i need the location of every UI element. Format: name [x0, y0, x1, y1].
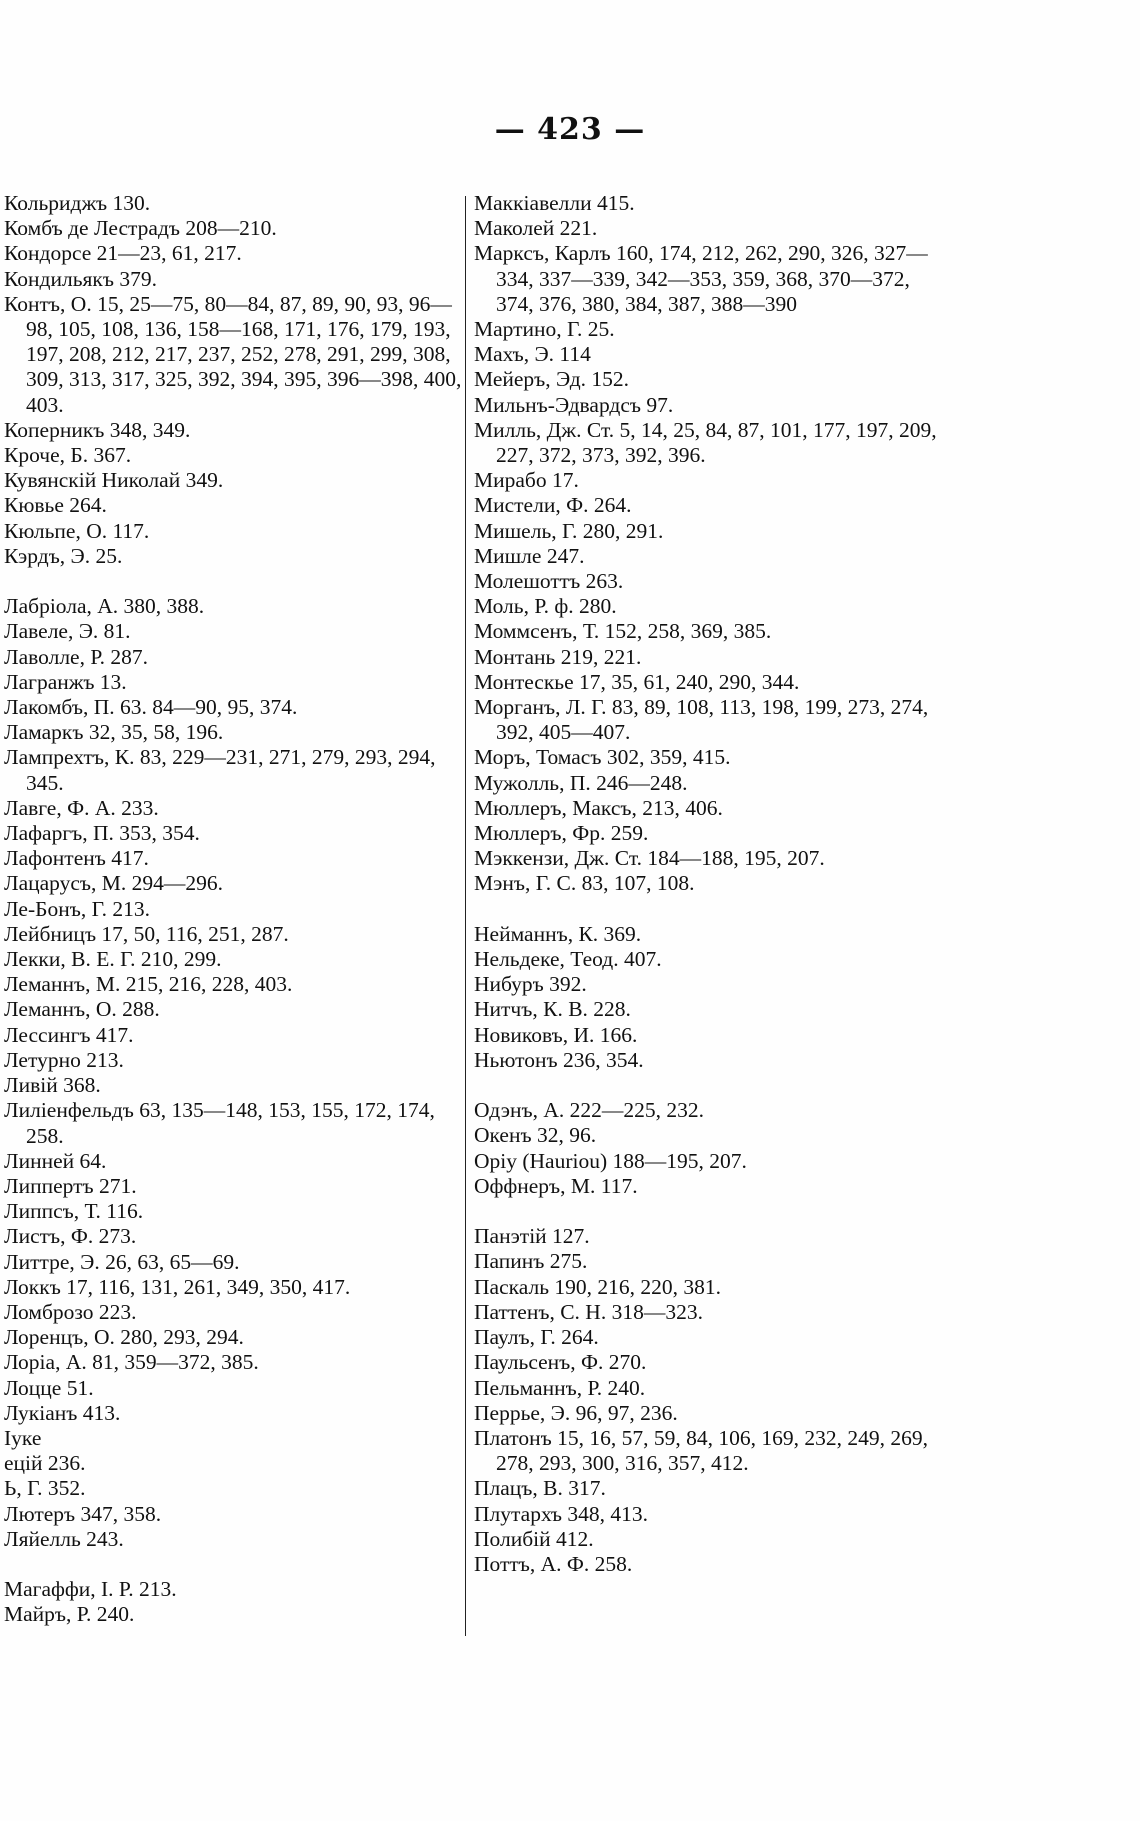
index-entry: ецій 236. — [4, 1451, 86, 1476]
index-entry: Липпсъ, Т. 116. — [4, 1199, 144, 1224]
index-entry: Плацъ, В. 317. — [474, 1476, 606, 1501]
index-entry: Окенъ 32, 96. — [474, 1123, 597, 1148]
index-entry: Майръ, Р. 240. — [4, 1602, 135, 1627]
letter-group-gap — [474, 1199, 944, 1224]
index-entry: Ь, Г. 352. — [4, 1476, 86, 1501]
index-entry: Лафонтенъ 417. — [4, 846, 149, 871]
index-entry: Магаффи, І. Р. 213. — [4, 1577, 177, 1602]
index-entry: Мюллеръ, Максъ, 213, 406. — [474, 795, 723, 820]
index-entry: Мильнъ-Эдвардсъ 97. — [474, 392, 674, 417]
index-entry: Оріу (Hauriou) 188—195, 207. — [474, 1148, 747, 1173]
index-entry: Мишель, Г. 280, 291. — [474, 518, 664, 543]
index-entry: Лоріа, А. 81, 359—372, 385. — [4, 1350, 259, 1375]
index-column-left — [4, 191, 462, 1628]
index-entry: Платонъ 15, 16, 57, 59, 84, 106, 169, 232, 249, 269, 278, 293, 300, 316, 357, 412. — [474, 1425, 928, 1476]
index-entry: Кувянскій Николай 349. — [4, 468, 224, 493]
index-entry: Панэтій 127. — [474, 1224, 590, 1249]
letter-group-gap — [474, 1073, 944, 1098]
index-entry: Кондильякъ 379. — [4, 266, 157, 291]
index-entry: Паттенъ, С. Н. 318—323. — [474, 1299, 703, 1324]
index-entry: Монтань 219, 221. — [474, 644, 642, 669]
letter-group-gap — [4, 569, 462, 594]
index-entry: Ламаркъ 32, 35, 58, 196. — [4, 720, 224, 745]
index-entry: Милль, Дж. Ст. 5, 14, 25, 84, 87, 101, 177, 197, 209, 227, 372, 373, 392, 396. — [474, 417, 937, 468]
index-entry: Лессингъ 417. — [4, 1022, 134, 1047]
index-entry: Оффнеръ, М. 117. — [474, 1173, 638, 1198]
index-entry: Лавеле, Э. 81. — [4, 619, 131, 644]
index-entry: Новиковъ, И. 166. — [474, 1022, 638, 1047]
index-entry: Одэнъ, А. 222—225, 232. — [474, 1098, 704, 1123]
index-entry: Лейбницъ 17, 50, 116, 251, 287. — [4, 921, 289, 946]
index-entry: Ливій 368. — [4, 1073, 101, 1098]
index-entry: Марксъ, Карлъ 160, 174, 212, 262, 290, 326, 327—334, 337—339, 342—353, 359, 368, 370—372, 374, 376, 380, 384, 387, 388—390 — [474, 241, 928, 316]
index-entry: Леманнъ, О. 288. — [4, 997, 160, 1022]
index-entry: Кольриджъ 130. — [4, 191, 151, 215]
index-entry: Пельманнъ, Р. 240. — [474, 1375, 646, 1400]
index-entry: Полибій 412. — [474, 1526, 594, 1551]
index-entry: Монтескье 17, 35, 61, 240, 290, 344. — [474, 669, 800, 694]
index-entry: Ле-Бонъ, Г. 213. — [4, 896, 150, 921]
index-entry: Паульсенъ, Ф. 270. — [474, 1350, 647, 1375]
index-entry: Лабріола, А. 380, 388. — [4, 594, 205, 619]
index-entry: Мюллеръ, Фр. 259. — [474, 821, 649, 846]
index-entry: Маккіавелли 415. — [474, 191, 635, 215]
letter-group-gap — [4, 1552, 462, 1577]
index-entry: Махъ, Э. 114 — [474, 342, 591, 367]
index-entry: Лаволле, Р. 287. — [4, 644, 148, 669]
index-entry: Лафаргъ, П. 353, 354. — [4, 821, 200, 846]
index-entry: Кюльпе, О. 117. — [4, 518, 150, 543]
index-entry: Литтре, Э. 26, 63, 65—69. — [4, 1249, 240, 1274]
index-entry: Плутархъ 348, 413. — [474, 1501, 649, 1526]
index-entry: Лоренцъ, О. 280, 293, 294. — [4, 1325, 244, 1350]
index-entry: Кювье 264. — [4, 493, 107, 518]
index-entry: Линней 64. — [4, 1148, 107, 1173]
index-entry: Нельдеке, Теод. 407. — [474, 947, 662, 972]
index-entry: Нибуръ 392. — [474, 972, 587, 997]
index-entry: Молешоттъ 263. — [474, 569, 624, 594]
index-entry: Папинъ 275. — [474, 1249, 588, 1274]
index-entry: Ньютонъ 236, 354. — [474, 1047, 644, 1072]
index-entry: Поттъ, А. Ф. 258. — [474, 1551, 633, 1576]
page-number: — 423 — — [494, 112, 646, 147]
index-entry: Ляйелль 243. — [4, 1526, 124, 1551]
index-entry: Мэккензи, Дж. Ст. 184—188, 195, 207. — [474, 846, 825, 871]
index-entry: Лакомбъ, П. 63. 84—90, 95, 374. — [4, 695, 298, 720]
index-entry: Лукіанъ 413. — [4, 1400, 121, 1425]
index-entry: Іуке — [4, 1425, 42, 1450]
index-entry: Нитчъ, К. В. 228. — [474, 997, 631, 1022]
index-entry: Паулъ, Г. 264. — [474, 1325, 599, 1350]
index-entry: Мистели, Ф. 264. — [474, 493, 632, 518]
index-entry: Мэнъ, Г. С. 83, 107, 108. — [474, 871, 695, 896]
index-entry: Мирабо 17. — [474, 468, 579, 493]
index-entry: Нейманнъ, К. 369. — [474, 921, 642, 946]
index-entry: Лацарусъ, М. 294—296. — [4, 871, 224, 896]
index-entry: Локкъ 17, 116, 131, 261, 349, 350, 417. — [4, 1274, 351, 1299]
index-entry: Кондорсе 21—23, 61, 217. — [4, 241, 242, 266]
index-entry: Моль, Р. ф. 280. — [474, 594, 617, 619]
index-entry: Лиліенфельдъ 63, 135—148, 153, 155, 172, 174, 258. — [4, 1098, 435, 1148]
index-entry: Лютеръ 347, 358. — [4, 1501, 162, 1526]
index-column-right — [474, 191, 944, 1577]
index-entry: Лампрехтъ, К. 83, 229—231, 271, 279, 293, 294, 345. — [4, 745, 436, 795]
letter-group-gap — [474, 897, 944, 922]
index-entry: Липпертъ 271. — [4, 1173, 137, 1198]
index-entry: Мишле 247. — [474, 543, 585, 568]
index-entry: Лекки, В. Е. Г. 210, 299. — [4, 947, 222, 972]
index-entry: Коперникъ 348, 349. — [4, 417, 191, 442]
index-entry: Лавге, Ф. А. 233. — [4, 795, 159, 820]
index-entry: Моммсенъ, Т. 152, 258, 369, 385. — [474, 619, 772, 644]
index-entry: Кроче, Б. 367. — [4, 443, 132, 468]
index-entry: Ломброзо 223. — [4, 1299, 137, 1324]
index-entry: Моръ, Томасъ 302, 359, 415. — [474, 745, 731, 770]
index-entry: Мартино, Г. 25. — [474, 317, 615, 342]
column-divider — [465, 196, 466, 1636]
index-entry: Паскаль 190, 216, 220, 381. — [474, 1274, 721, 1299]
index-entry: Комбъ де Лестрадъ 208—210. — [4, 216, 277, 241]
index-entry: Морганъ, Л. Г. 83, 89, 108, 113, 198, 199, 273, 274, 392, 405—407. — [474, 695, 929, 745]
index-entry: Контъ, О. 15, 25—75, 80—84, 87, 89, 90, 93, 96—98, 105, 108, 136, 158—168, 171, 176, 179, 193, 197, 208, 212, 217, 237, 252, 278, 291, 299, 308, 309, 313, 317, 325, 392, 394, 395, 396—398, 400, 403. — [4, 291, 462, 417]
index-entry: Маколей 221. — [474, 216, 598, 241]
index-entry: Перрье, Э. 96, 97, 236. — [474, 1400, 678, 1425]
index-entry: Лоцце 51. — [4, 1375, 94, 1400]
index-entry: Леманнъ, М. 215, 216, 228, 403. — [4, 972, 293, 997]
index-entry: Листъ, Ф. 273. — [4, 1224, 137, 1249]
index-entry: Кэрдъ, Э. 25. — [4, 543, 123, 568]
index-entry: Лагранжъ 13. — [4, 669, 127, 694]
index-entry: Мейеръ, Эд. 152. — [474, 367, 630, 392]
index-entry: Мужолль, П. 246—248. — [474, 770, 688, 795]
index-entry: Летурно 213. — [4, 1047, 124, 1072]
